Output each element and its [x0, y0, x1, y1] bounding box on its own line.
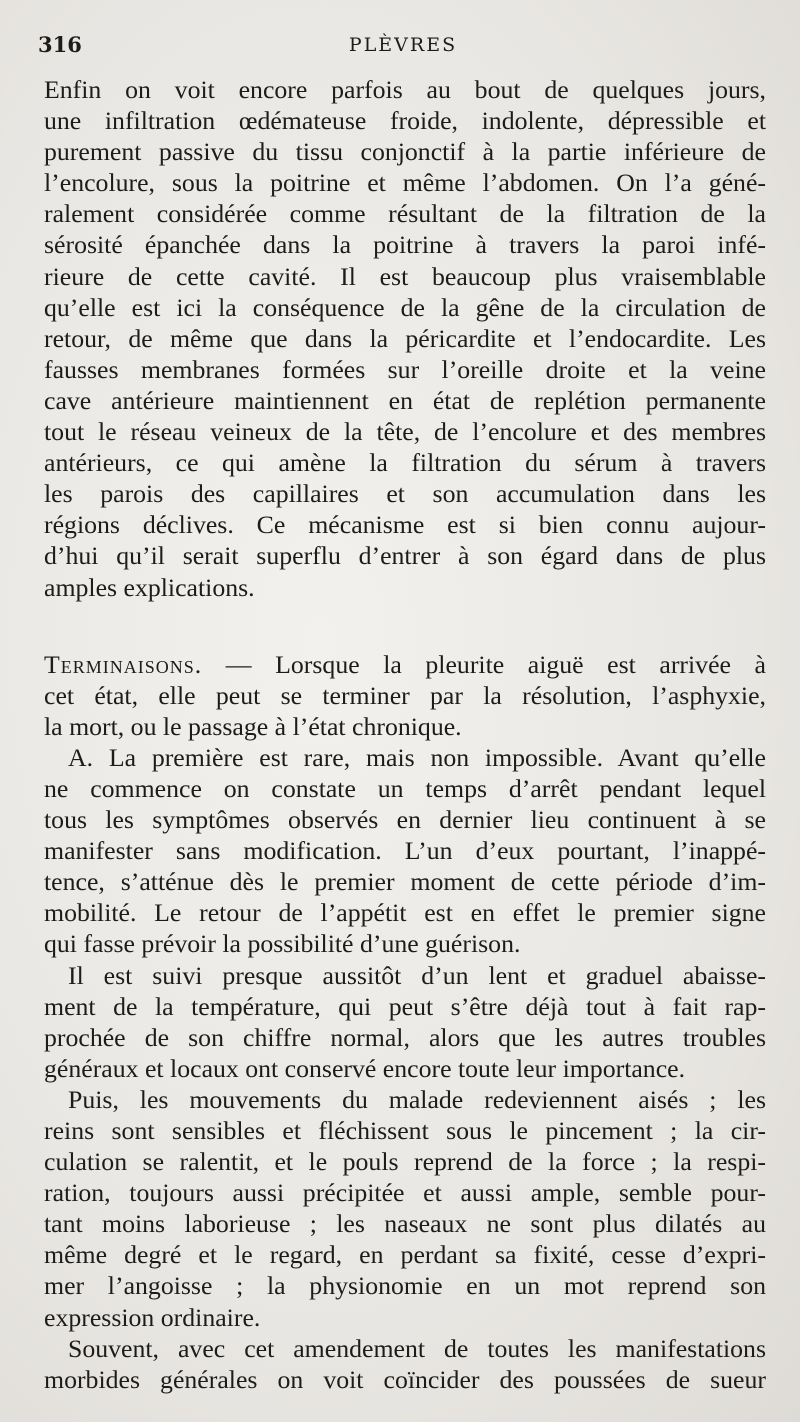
section-gap [44, 603, 766, 649]
text-line: ralement considérée comme résultant de la filtration de la [44, 199, 766, 229]
text-line: ment de la température, qui peut s’être déjà tout à fait rap- [44, 991, 766, 1021]
text-line: manifester sans modification. L’un d’eux pourtant, l’inappé- [44, 836, 766, 866]
text-line: l’encolure, sous la poitrine et même l’abdomen. On l’a géné- [44, 168, 766, 198]
text-line: sérosité épanchée dans la poitrine à travers la paroi infé- [44, 230, 766, 260]
text-line: reins sont sensibles et fléchissent sous le pincement ; la cir- [44, 1116, 766, 1145]
text-line: rieure de cette cavité. Il est beaucoup plus vraisemblable [44, 261, 766, 291]
text-line: qu’elle est ici la conséquence de la gêne de la circulation de [44, 292, 766, 322]
text-line: Souvent, avec cet amendement de toutes les manifestations [68, 1333, 766, 1363]
text-line: fausses membranes formées sur l’oreille droite et la veine [44, 354, 766, 384]
text-line: prochée de son chiffre normal, alors que les autres troubles [44, 1022, 766, 1052]
text-line: qui fasse prévoir la possibilité d’une guérison. [44, 929, 521, 959]
text-line: tant moins laborieuse ; les naseaux ne sont plus dilatés au [44, 1209, 766, 1239]
text-line: les parois des capillaires et son accumulation dans les [44, 479, 766, 509]
text-line: Puis, les mouvements du malade redeviennent aisés ; les [68, 1084, 766, 1114]
text-run: — Lorsque la pleurite aiguë est arrivée à [225, 649, 766, 679]
text-line: mer l’angoisse ; la physionomie en un mot reprend son [44, 1271, 766, 1301]
text-line: purement passive du tissu conjonctif à la partie inférieure de [44, 137, 766, 167]
text-line: régions déclives. Ce mécanisme est si bien connu aujour- [44, 510, 766, 540]
text-line: une infiltration œdémateuse froide, indolente, dépressible et [44, 106, 766, 136]
text-line: ne commence on constate un temps d’arrêt pendant lequel [44, 773, 766, 803]
text-line: retour, de même que dans la péricardite et l’endocardite. Les [44, 323, 766, 353]
text-line: d’hui qu’il serait superflu d’entrer à son égard dans de plus [44, 541, 766, 571]
text-line [44, 649, 766, 680]
text-line: tout le réseau veineux de la tête, de l’encolure et des membres [44, 417, 766, 447]
text-line: culation se ralentit, et le pouls reprend de la force ; la respi- [44, 1147, 766, 1177]
text-line: amples explications. [44, 572, 255, 602]
text-line: même degré et le regard, en perdant sa fixité, cesse d’expri- [44, 1240, 766, 1270]
text-line: antérieurs, ce qui amène la filtration du sérum à travers [44, 448, 766, 478]
page-number: 316 [38, 32, 82, 57]
section-heading: Terminaisons. [44, 649, 203, 679]
text-line: Il est suivi presque aussitôt d’un lent et graduel abaisse- [68, 960, 766, 990]
text-line: mobilité. Le retour de l’appétit est en effet le premier signe [44, 898, 766, 928]
running-title: PLÈVRES [348, 34, 458, 56]
page-header [38, 32, 768, 62]
text-line: Enfin on voit encore parfois au bout de quelques jours, [44, 75, 766, 104]
text-line: tence, s’atténue dès le premier moment de cette période d’im- [44, 867, 766, 897]
text-line: généraux et locaux ont conservé encore toute leur importance. [44, 1053, 686, 1083]
text-line: tous les symptômes observés en dernier lieu continuent à se [44, 805, 766, 835]
body-text [44, 74, 766, 1395]
text-line: A. La première est rare, mais non impossible. Avant qu’elle [68, 742, 766, 772]
text-line: expression ordinaire. [44, 1302, 261, 1332]
text-line: morbides générales on voit coïncider des poussées de sueur [44, 1364, 766, 1394]
text-line: la mort, ou le passage à l’état chronique. [44, 711, 462, 741]
text-line: cet état, elle peut se terminer par la résolution, l’asphyxie, [44, 680, 766, 710]
text-line: ration, toujours aussi précipitée et aussi ample, semble pour- [44, 1178, 766, 1208]
text-line: cave antérieure maintiennent en état de replétion permanente [44, 385, 766, 415]
